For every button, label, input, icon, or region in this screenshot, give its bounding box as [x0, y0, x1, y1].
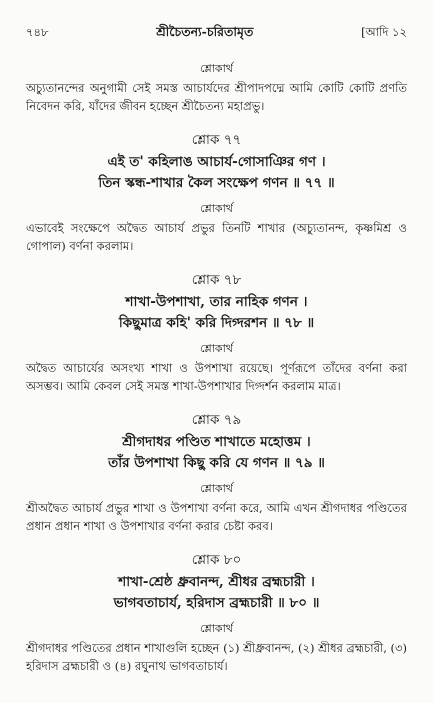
sloka-78-meaning-label: শ্লোকার্থ: [200, 342, 233, 355]
page-number: ৭৪৮: [26, 25, 49, 39]
sloka-79-meaning-label: শ্লোকার্থ: [200, 482, 233, 495]
sloka-77-line-2: তিন স্কন্ধ-শাখার কৈল সংক্ষেপ গণন ॥ ৭৭ ॥: [98, 175, 335, 191]
sloka-78-line-2: কিছুমাত্র কহি' করি দিগ্দরশন ॥ ৭৮ ॥: [118, 315, 315, 331]
sloka-77-meaning: এভাবেই সংক্ষেপে অদ্বৈত আচার্য প্রভুর তিনটি শাখার (অচ্যুতানন্দ, কৃষ্ণমিশ্র ও গোপাল) বর্ণনা করলাম।: [26, 221, 407, 253]
sloka-77-line-1: এই ত' কহিলাঙ আচার্য-গোসাঞির গণ ।: [107, 154, 326, 170]
intro-meaning-text: অচ্যুতানন্দের অনুগামী সেই সমস্ত আচার্যদের শ্রীপাদপদ্মে আমি কোটি কোটি প্রণতি নিবেদন করি, যাঁদের জীবন হচ্ছেন শ্রীচৈতন্য মহাপ্রভু।: [26, 81, 407, 113]
sloka-79-heading: শ্লোক ৭৯: [191, 412, 242, 428]
sloka-78-meaning: অদ্বৈত আচার্যের অসংখ্য শাখা ও উপশাখা রয়েছে। পূর্ণরূপে তাঁদের বর্ণনা করা অসম্ভব। আমি কেবল সেই সমস্ত শাখা-উপশাখার দিগ্দর্শন করলাম মাত্র।: [26, 361, 407, 393]
page-header: [26, 24, 407, 48]
sloka-78-heading: শ্লোক ৭৮: [191, 272, 242, 288]
sloka-80-meaning: শ্রীগদাধর পণ্ডিতের প্রধান শাখাগুলি হচ্ছেন (১) শ্রীধ্রুবানন্দ, (২) শ্রীধর ব্রহ্মচারী, (৩) হরিদাস ব্রহ্মচারী ও (৪) রঘুনাথ ভাগবতাচার্য।: [26, 641, 407, 673]
sloka-80-line-2: ভাগবতাচার্য, হরিদাস ব্রহ্মচারী ॥ ৮০ ॥: [113, 595, 320, 611]
sloka-77-heading: শ্লোক ৭৭: [191, 132, 242, 148]
sloka-78-line-1: শাখা-উপশাখা, তার নাহিক গণন ।: [125, 294, 308, 310]
section-marker: [আদি ১২: [361, 25, 407, 39]
sloka-80-heading: শ্লোক ৮০: [191, 552, 242, 568]
sloka-79-line-2: তাঁর উপশাখা কিছু করি যে গণন ॥ ৭৯ ॥: [108, 455, 325, 471]
sloka-80-line-1: শাখা-শ্রেষ্ঠ ধ্রুবানন্দ, শ্রীধর ব্রহ্মচারী ।: [118, 574, 315, 590]
sloka-80-meaning-label: শ্লোকার্থ: [200, 622, 233, 635]
sloka-79-meaning: শ্রীঅদ্বৈত আচার্য প্রভুর শাখা ও উপশাখা বর্ণনা করে, আমি এখন শ্রীগদাধর পণ্ডিতের প্রধান প্রধান শাখা ও উপশাখার বর্ণনা করার চেষ্টা করব।: [26, 501, 407, 533]
sloka-77-meaning-label: শ্লোকার্থ: [200, 202, 233, 215]
running-title: শ্রীচৈতন্য-চরিতামৃত: [156, 24, 254, 39]
intro-meaning-label: শ্লোকার্থ: [200, 62, 233, 75]
sloka-79-line-1: শ্রীগদাধর পণ্ডিত শাখাতে মহোত্তম ।: [122, 434, 311, 450]
